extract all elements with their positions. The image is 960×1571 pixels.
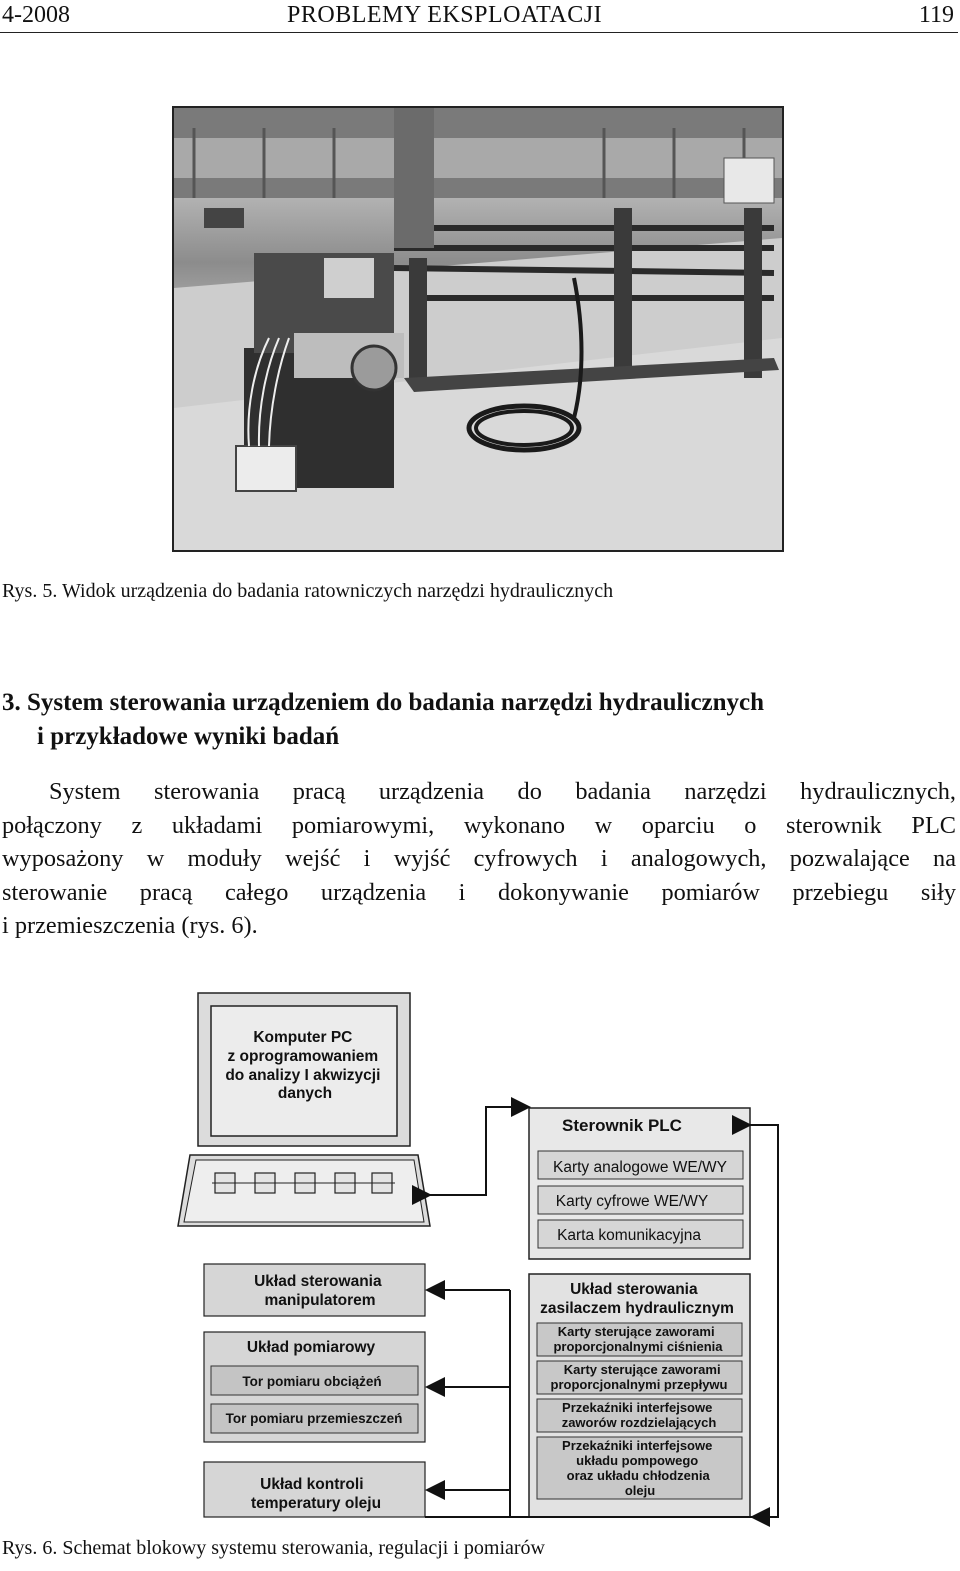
pc-label-line: do analizy I akwizycji	[225, 1067, 381, 1084]
section-heading-line-2: i przykładowe wyniki badań	[37, 723, 340, 750]
plc-card: Karty analogowe WE/WY	[552, 1159, 728, 1176]
hydraulic-item-line: Karty sterujące zaworami	[563, 1362, 721, 1377]
hydraulic-item-line: proporcjonalnymi ciśnienia	[553, 1339, 723, 1354]
measurement-item: Tor pomiaru obciążeń	[242, 1374, 382, 1389]
paragraph-line: System sterowania pracą urządzenia do badania narzędzi hydraulicznych,	[49, 778, 956, 805]
measurement-system-block	[204, 1332, 425, 1442]
hydraulic-item-line: oraz układu chłodzenia	[566, 1468, 710, 1483]
paragraph-line: wyposażony w moduły wejść i wyjść cyfrowych i analogowych, pozwalające na	[2, 845, 956, 872]
oil-temp-label-line: Układ kontroli	[260, 1476, 364, 1493]
hydraulic-item-line: układu pompowego	[576, 1453, 699, 1468]
plc-title: Sterownik PLC	[562, 1116, 682, 1135]
manipulator-label-line: manipulatorem	[264, 1292, 376, 1309]
figure-6-caption: Rys. 6. Schemat blokowy systemu sterowania, regulacji i pomiarów	[2, 1537, 545, 1559]
header-journal-title: PROBLEMY EKSPLOATACJI	[287, 2, 603, 28]
hydraulic-label-line: zasilaczem hydraulicznym	[540, 1300, 734, 1317]
header-issue: 4-2008	[2, 2, 70, 28]
header-page-number: 119	[918, 2, 954, 28]
manipulator-control-block	[204, 1264, 425, 1316]
plc-card: Karta komunikacyjna	[557, 1227, 701, 1244]
computer-keyboard	[178, 1155, 430, 1226]
plc-controller-block	[529, 1108, 750, 1259]
paragraph-line: i przemieszczenia (rys. 6).	[2, 912, 258, 939]
hydraulic-item-line: Przekaźniki interfejsowe	[562, 1400, 713, 1415]
oil-temp-label-line: temperatury oleju	[250, 1495, 382, 1512]
svg-text:Karty sterujące zaworami	[553, 1324, 723, 1354]
hydraulic-item-line: Karty sterujące zaworami	[557, 1324, 715, 1339]
hydraulic-power-control-block	[529, 1274, 750, 1517]
figure-5-caption: Rys. 5. Widok urządzenia do badania ratowniczych narzędzi hydraulicznych	[2, 580, 614, 602]
pc-label-line: danych	[277, 1085, 333, 1102]
manipulator-label-line: Układ sterowania	[254, 1273, 382, 1290]
paragraph-line: połączony z układami pomiarowymi, wykonano w oparciu o sterownik PLC	[2, 811, 956, 839]
paragraph-line: sterowanie pracą całego urządzenia i dokonywanie pomiarów przebiegu siły	[2, 878, 956, 906]
svg-text:Karty sterujące zaworami	[551, 1362, 728, 1392]
plc-card: Karty cyfrowe WE/WY	[555, 1193, 709, 1210]
pc-label-line: Komputer PC	[253, 1029, 353, 1046]
section-heading-line-1: 3. System sterowania urządzeniem do badania narzędzi hydraulicznych	[2, 689, 765, 716]
hydraulic-item-line: proporcjonalnymi przepływu	[550, 1377, 728, 1392]
measurement-title: Układ pomiarowy	[246, 1339, 376, 1356]
measurement-item: Tor pomiaru przemieszczeń	[225, 1411, 403, 1426]
hydraulic-item-line: Przekaźniki interfejsowe	[562, 1438, 713, 1453]
computer-monitor	[198, 993, 410, 1146]
oil-temperature-block	[204, 1462, 425, 1517]
hydraulic-item-line: zaworów rozdzielających	[561, 1415, 717, 1430]
hydraulic-item-line: oleju	[624, 1483, 656, 1498]
pc-label-line: z oprogramowaniem	[227, 1048, 379, 1065]
svg-text:Przekaźniki interfejsowe	[562, 1400, 717, 1430]
hydraulic-label-line: Układ sterowania	[570, 1281, 698, 1298]
